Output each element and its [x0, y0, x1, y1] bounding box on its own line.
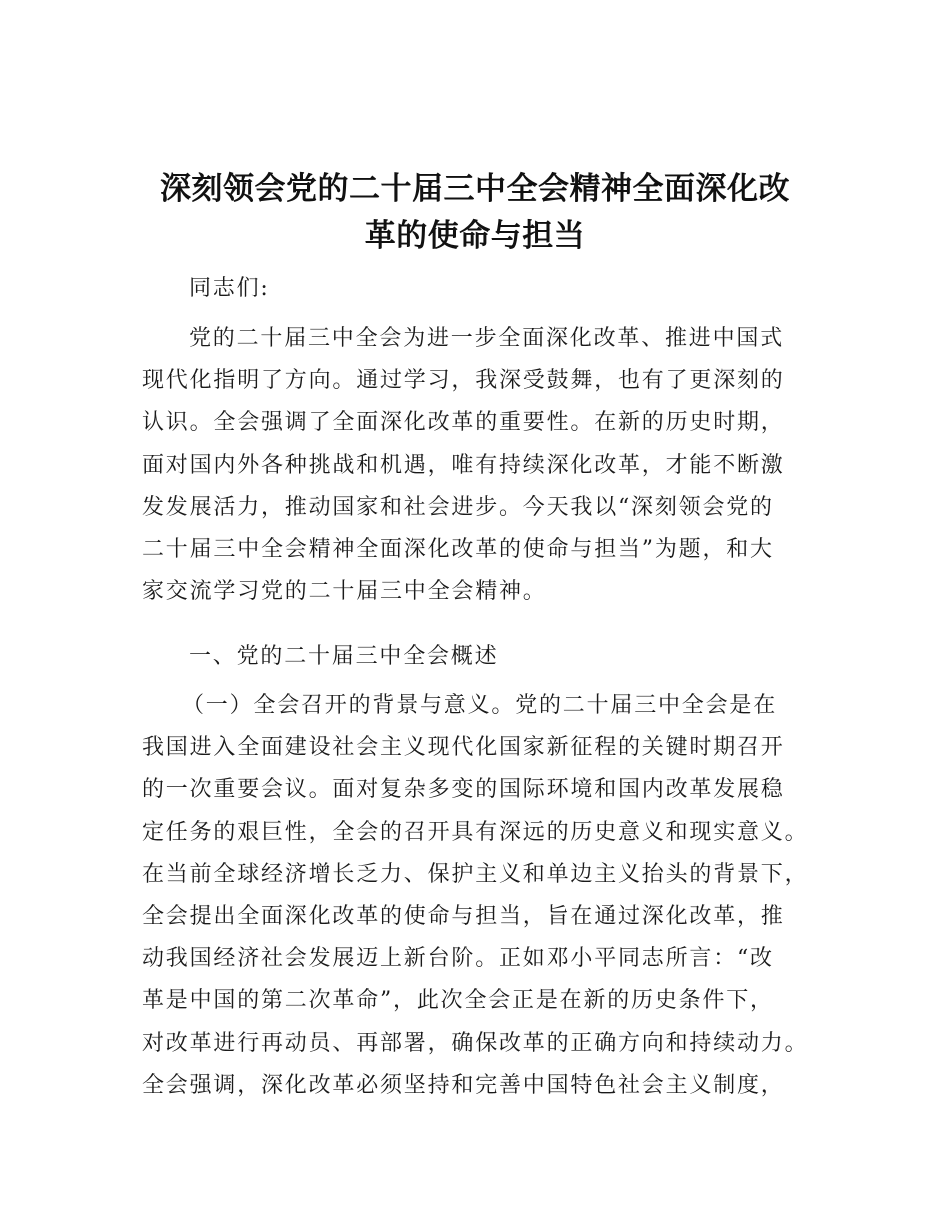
- paragraph-line: 定任务的艰巨性，全会的召开具有深远的历史意义和现实意义。: [142, 819, 809, 845]
- paragraph-line: 面对国内外各种挑战和机遇，唯有持续深化改革，才能不断激: [142, 452, 785, 478]
- paragraph-background: [142, 685, 817, 1107]
- paragraph-line: 动我国经济社会发展迈上新台阶。正如邓小平同志所言：“改: [142, 946, 774, 972]
- paragraph-line: 认识。全会强调了全面深化改革的重要性。在新的历史时期，: [142, 410, 785, 436]
- paragraph-line: 现代化指明了方向。通过学习，我深受鼓舞，也有了更深刻的: [142, 368, 785, 394]
- paragraph-line: 发发展活力，推动国家和社会进步。今天我以“深刻领会党的: [142, 494, 774, 520]
- paragraph-line: 革是中国的第二次革命”，此次全会正是在新的历史条件下，: [142, 988, 774, 1014]
- paragraph-intro: [142, 318, 817, 613]
- paragraph-line: 全会提出全面深化改革的使命与担当，旨在通过深化改革，推: [142, 903, 785, 929]
- salutation: 同志们:: [189, 276, 270, 301]
- paragraph-line: 家交流学习党的二十届三中全会精神。: [142, 579, 547, 605]
- paragraph-line: （一）全会召开的背景与意义。党的二十届三中全会是在: [182, 693, 778, 718]
- paragraph-line: 对改革进行再动员、再部署，确保改革的正确方向和持续动力。: [142, 1030, 809, 1056]
- paragraph-line: 的一次重要会议。面对复杂多变的国际环境和国内改革发展稳: [142, 777, 785, 803]
- paragraph-line: 我国进入全面建设社会主义现代化国家新征程的关键时期召开: [142, 735, 785, 761]
- document-title: [120, 166, 830, 260]
- title-line-2: 革的使命与担当: [364, 218, 586, 254]
- title-line-1: 深刻领会党的二十届三中全会精神全面深化改: [160, 171, 790, 207]
- paragraph-line: 党的二十届三中全会为进一步全面深化改革、推进中国式: [189, 326, 785, 351]
- paragraph-line: 全会强调，深化改革必须坚持和完善中国特色社会主义制度，: [142, 1072, 785, 1098]
- paragraph-line: 在当前全球经济增长乏力、保护主义和单边主义抬头的背景下，: [142, 861, 809, 887]
- paragraph-line: 二十届三中全会精神全面深化改革的使命与担当”为题，和大: [142, 536, 774, 562]
- section-heading: 一、党的二十届三中全会概述: [189, 644, 499, 669]
